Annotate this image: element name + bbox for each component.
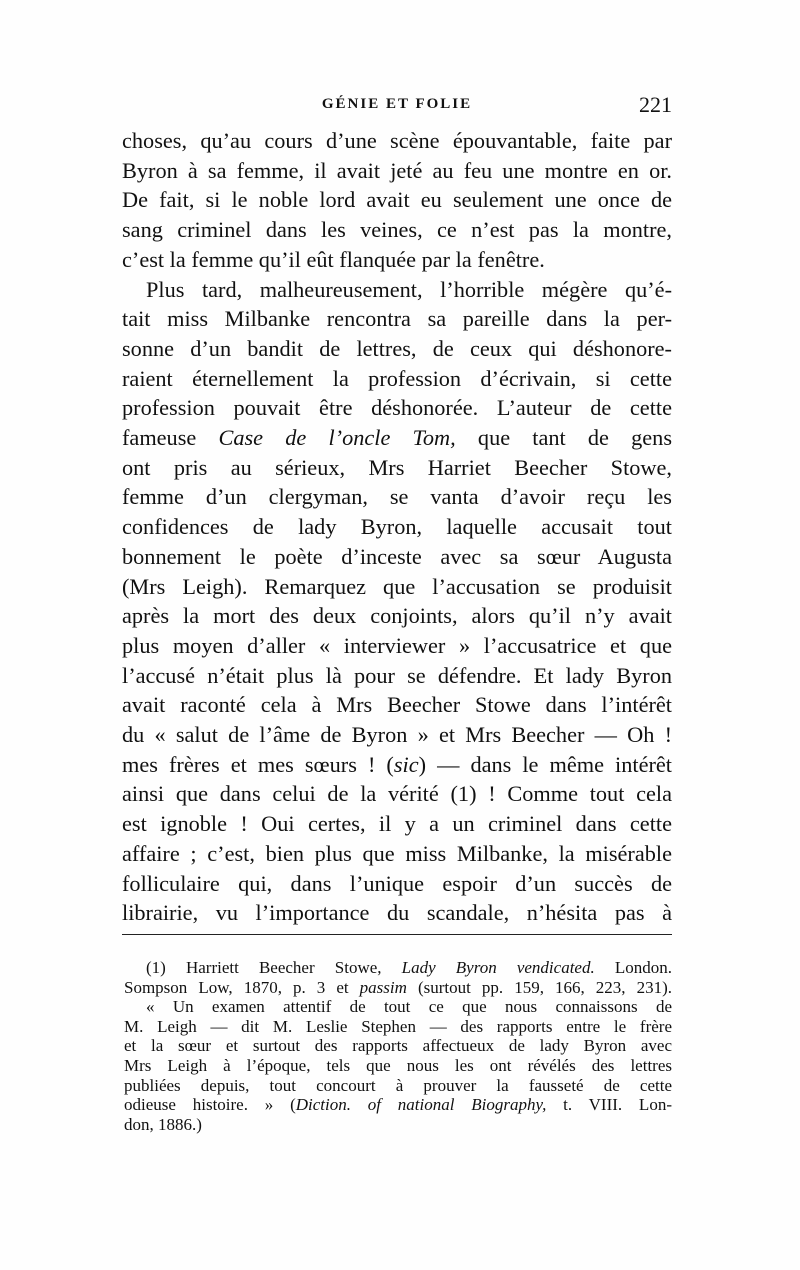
text-line: confidences de lady Byron, laquelle accusait tout — [122, 514, 672, 540]
footnote-line: Mrs Leigh à l’époque, tels que nous les ont révélés des lettres — [124, 1055, 672, 1075]
footnote — [124, 958, 672, 1134]
text-line: raient éternellement la profession d’écrivain, si cette — [122, 365, 672, 391]
text-line: tait miss Milbanke rencontra sa pareille dans la per- — [122, 306, 672, 332]
text-line: affaire ; c’est, bien plus que miss Milbanke, la misérable — [122, 840, 672, 866]
footnote-line: don, 1886.) — [124, 1114, 202, 1134]
text-line: plus moyen d’aller « interviewer » l’accusatrice et que — [122, 632, 672, 658]
sic-mark: sic — [393, 751, 419, 777]
text-fragment: que tant de gens — [455, 425, 672, 451]
text-line: du « salut de l’âme de Byron » et Mrs Beecher — Oh ! — [122, 722, 672, 748]
text-fragment: Sompson Low, 1870, p. 3 et — [124, 977, 360, 997]
text-line: femme d’un clergyman, se vanta d’avoir reçu les — [122, 484, 672, 510]
text-line: avait raconté cela à Mrs Beecher Stowe dans l’intérêt — [122, 692, 672, 718]
text-line: choses, qu’au cours d’une scène épouvantable, faite par — [122, 128, 672, 153]
body-text — [122, 126, 672, 928]
running-title: GÉNIE ET FOLIE — [321, 96, 473, 112]
footnote-line — [124, 958, 672, 978]
footnote-line: M. Leigh — dit M. Leslie Stephen — des rapports entre le frère — [124, 1016, 672, 1036]
text-line: ont pris au sérieux, Mrs Harriet Beecher Stowe, — [122, 454, 672, 480]
text-line: sonne d’un bandit de lettres, de ceux qui déshonore- — [122, 335, 672, 361]
footnote-line — [124, 978, 672, 998]
book-title: Lady Byron vendicated. — [401, 958, 595, 977]
text-line — [122, 750, 672, 780]
text-fragment: (1) Harriett Beecher Stowe, — [146, 958, 402, 977]
text-fragment: (surtout pp. 159, 166, 223, 231). — [406, 977, 672, 997]
book-title: Case de l’oncle Tom, — [218, 425, 456, 451]
running-head — [122, 92, 672, 120]
footnote-line — [124, 1095, 672, 1115]
text-line: après la mort des deux conjoints, alors qu’il n’y avait — [122, 603, 672, 629]
text-fragment: fameuse — [122, 425, 219, 451]
text-line: sang criminel dans les veines, ce n’est pas la montre, — [122, 217, 672, 243]
text-fragment: t. VIII. Lon- — [546, 1095, 672, 1115]
text-line: profession pouvait être déshonorée. L’auteur de cette — [122, 395, 672, 421]
text-line: l’accusé n’était plus là pour se défendre. Et lady Byron — [122, 662, 672, 688]
text-line: c’est la femme qu’il eût flanquée par la fenêtre. — [122, 246, 545, 272]
text-line: bonnement le poète d’inceste avec sa sœur Augusta — [122, 543, 672, 569]
text-line: est ignoble ! Oui certes, il y a un criminel dans cette — [122, 811, 672, 837]
footnote-line: et la sœur et surtout des rapports affectueux de lady Byron avec — [124, 1036, 672, 1056]
text-line: Byron à sa femme, il avait jeté au feu une montre en or. — [122, 157, 672, 183]
text-line: ainsi que dans celui de la vérité (1) ! Comme tout cela — [122, 781, 672, 807]
text-line: librairie, vu l’importance du scandale, n’hésita pas à — [122, 900, 672, 926]
text-line — [122, 423, 672, 453]
text-fragment: mes frères et mes sœurs ! ( — [122, 751, 394, 777]
footnote-line: publiées depuis, tout concourt à prouver la fausseté de cette — [124, 1075, 672, 1095]
book-title: Diction. of national Biography, — [295, 1095, 547, 1115]
text-line: Plus tard, malheureusement, l’horrible mégère qu’é- — [146, 276, 672, 302]
footnote-line: « Un examen attentif de tout ce que nous connaissons de — [146, 997, 672, 1017]
text-line: (Mrs Leigh). Remarquez que l’accusation se produisit — [122, 573, 672, 599]
text-line: folliculaire qui, dans l’unique espoir d’un succès de — [122, 870, 672, 896]
text-fragment: odieuse histoire. » ( — [124, 1095, 296, 1115]
footnote-rule — [122, 934, 672, 935]
text-fragment: London. — [594, 958, 672, 977]
passim-mark: passim — [359, 977, 407, 997]
text-line: De fait, si le noble lord avait eu seulement une once de — [122, 187, 672, 213]
page-number: 221 — [639, 92, 672, 117]
text-fragment: ) — dans le même intérêt — [418, 751, 672, 777]
